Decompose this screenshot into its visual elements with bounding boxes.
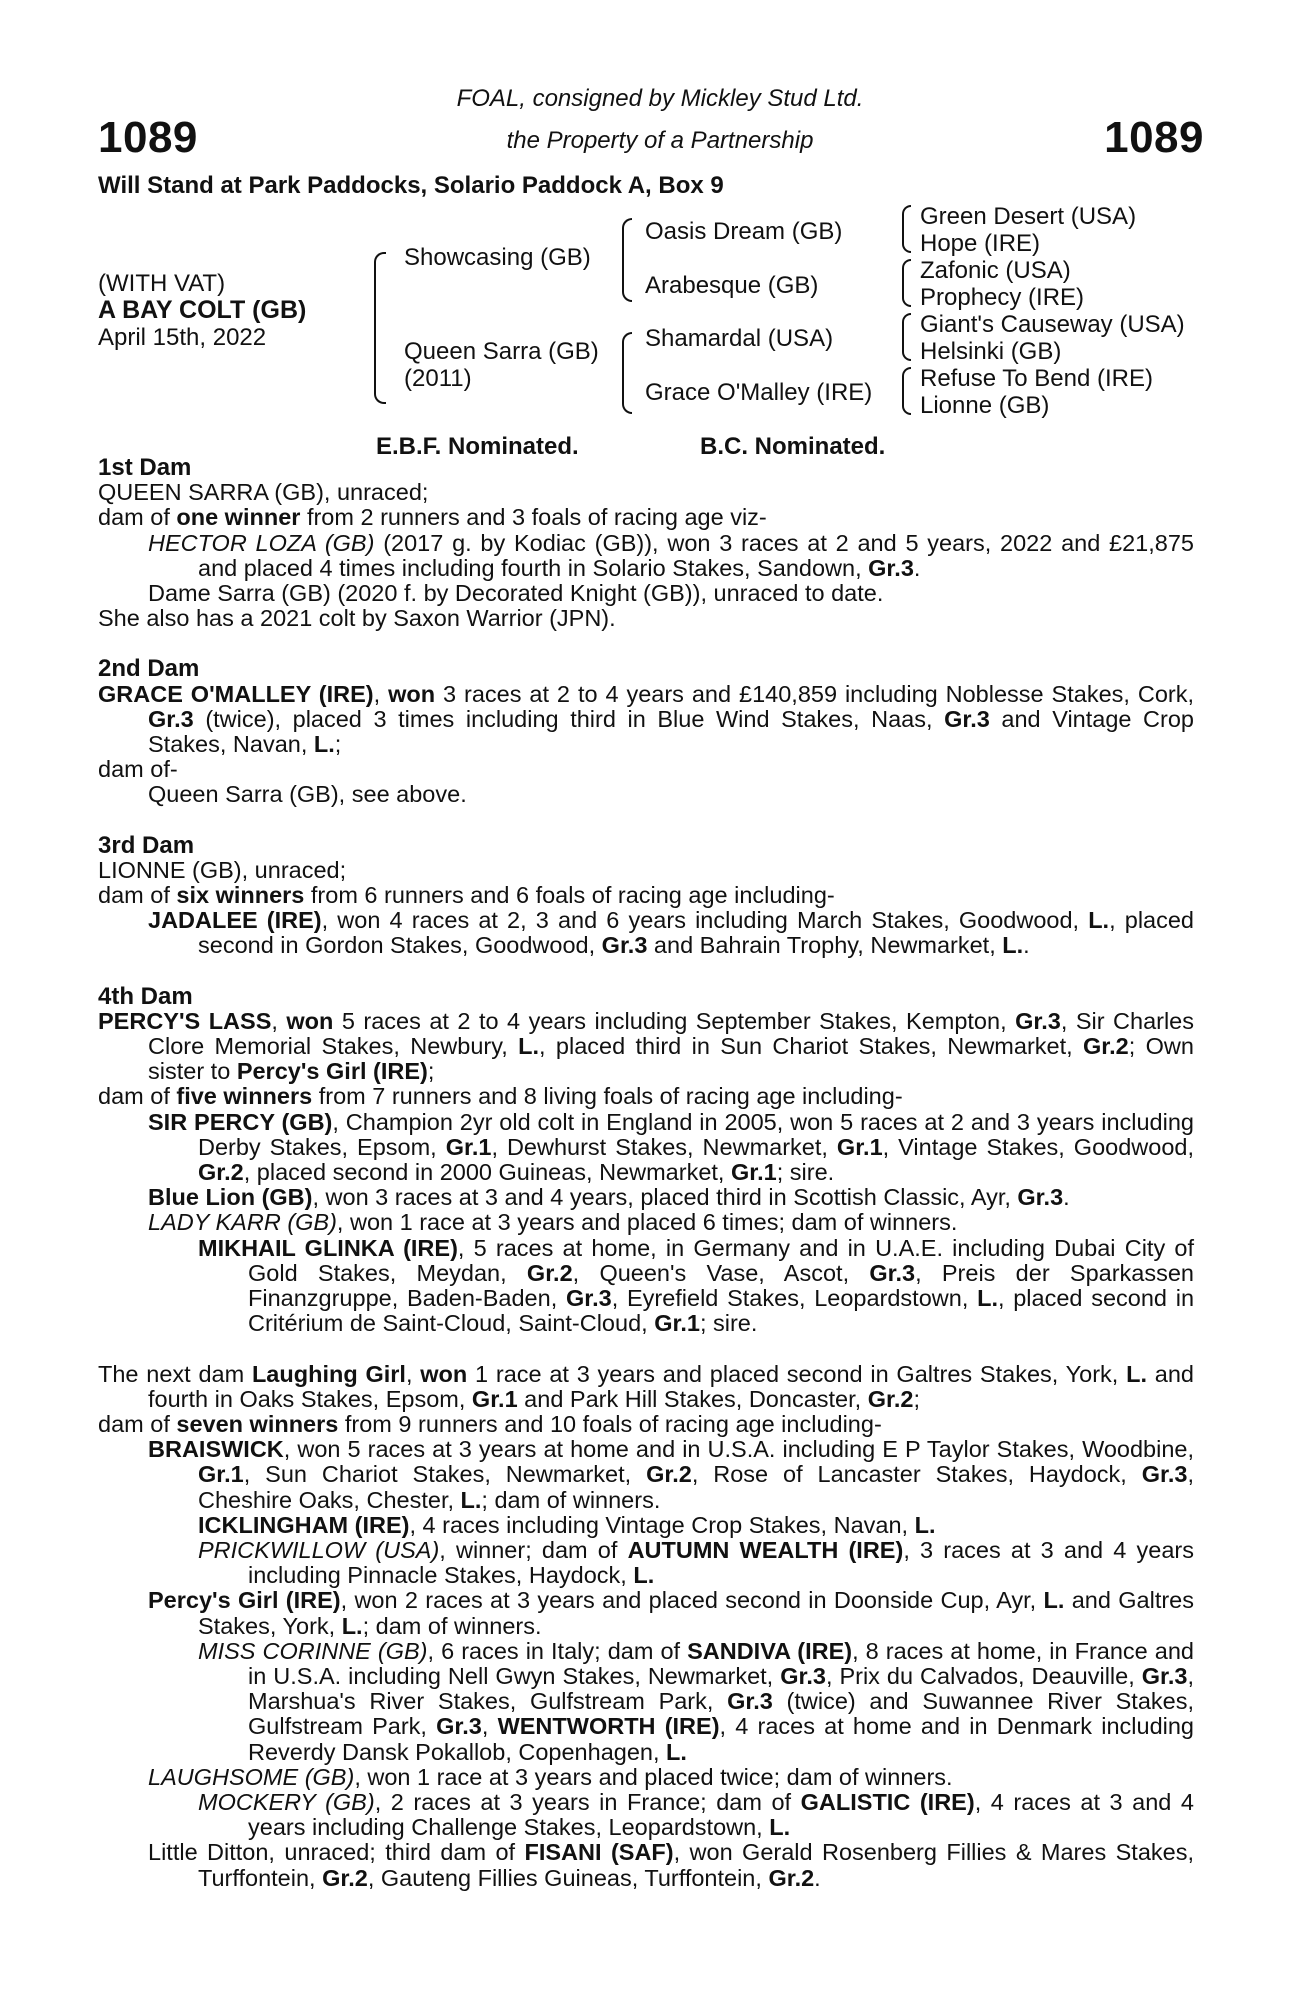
dam-dam: Grace O'Malley (IRE): [645, 379, 873, 406]
second-dam-heading: 2nd Dam: [98, 655, 200, 683]
dam-dam-dam: Lionne (GB): [920, 392, 1050, 419]
produce-lady-karr: LADY KARR (GB), won 1 race at 3 years and placed 6 times; dam of winners.: [148, 1209, 958, 1236]
produce-prickwillow: PRICKWILLOW (USA), winner; dam of AUTUMN WEALTH (IRE), 3 races at 3 and 4 years including Pinnacle Stakes, Haydock, L.: [198, 1536, 1194, 1589]
produce-laughsome: LAUGHSOME (GB), won 1 race at 3 years and placed twice; dam of winners.: [148, 1763, 953, 1790]
subject-dob: April 15th, 2022: [98, 324, 267, 351]
sire-dam-dam: Prophecy (IRE): [920, 284, 1085, 311]
next-dam-record: The next dam Laughing Girl, won 1 race at 3 years and placed second in Galtres Stakes, York, L. and fourth in Oaks Stakes, Epsom, Gr.1 and Park Hill Stakes, Doncaster, Gr.2;: [98, 1360, 1194, 1412]
produce-blue-lion: Blue Lion (GB), won 3 races at 3 and 4 years, placed third in Scottish Classic, Ayr, Gr.3.: [148, 1184, 1070, 1211]
bc-nomination: B.C. Nominated.: [700, 433, 886, 460]
produce-braiswick: BRAISWICK, won 5 races at 3 years at home and in U.S.A. including E P Taylor Stakes, Woodbine, Gr.1, Sun Chariot Stakes, Newmarket, Gr.2, Rose of Lancaster Stakes, Haydock, Gr.3, Cheshire Oaks, Chester, L.; dam of winners.: [148, 1436, 1194, 1513]
sire: Showcasing (GB): [404, 244, 591, 271]
sire-sire: Oasis Dream (GB): [645, 218, 843, 245]
brace-ss: [902, 205, 911, 253]
brace-ds: [902, 313, 911, 361]
dam-sire-dam: Helsinki (GB): [920, 338, 1062, 365]
sire-sire-dam: Hope (IRE): [920, 230, 1041, 257]
produce-sir-percy: SIR PERCY (GB), Champion 2yr old colt in England in 2005, won 5 races at 2 and 3 years including Derby Stakes, Epsom, Gr.1, Dewhurst Stakes, Newmarket, Gr.1, Vintage Stakes, Goodwood, Gr.2, placed second in 2000 Guineas, Newmarket, Gr.1; sire.: [148, 1108, 1194, 1186]
ebf-nomination: E.B.F. Nominated.: [376, 433, 579, 460]
dam-dam-sire: Refuse To Bend (IRE): [920, 365, 1154, 392]
sire-sire-sire: Green Desert (USA): [920, 203, 1137, 230]
sire-dam: Arabesque (GB): [645, 272, 819, 299]
brace-sd: [902, 259, 911, 307]
dam-year: (2011): [404, 365, 472, 392]
consignor-line: FOAL, consigned by Mickley Stud Ltd.: [456, 85, 864, 112]
lot-number-left: 1089: [98, 113, 198, 162]
first-dam-line: QUEEN SARRA (GB), unraced;: [98, 479, 429, 506]
fourth-dam-record: PERCY'S LASS, won 5 races at 2 to 4 years including September Stakes, Kempton, Gr.3, Sir Charles Clore Memorial Stakes, Newbury, L., placed third in Sun Chariot Stakes, Newmarket, Gr.2; Own sister to Percy's Girl (IRE);: [98, 1007, 1195, 1085]
produce-mockery: MOCKERY (GB), 2 races at 3 years in France; dam of GALISTIC (IRE), 4 races at 3 and 4 years including Challenge Stakes, Leopardstown, L.: [198, 1788, 1194, 1841]
produce-percys-girl: Percy's Girl (IRE), won 2 races at 3 years and placed second in Doonside Cup, Ayr, L. and Galtres Stakes, York, L.; dam of winners.: [148, 1587, 1194, 1639]
subject-name: A BAY COLT (GB): [98, 296, 307, 324]
fourth-dam-produce-summary: dam of five winners from 7 runners and 8 living foals of racing age including-: [98, 1083, 903, 1110]
vat-note: (WITH VAT): [98, 270, 226, 297]
sire-brace: [622, 218, 632, 302]
brace-dd: [902, 367, 911, 415]
produce-icklingham: ICKLINGHAM (IRE), 4 races including Vintage Crop Stakes, Navan, L.: [198, 1511, 936, 1538]
produce-hector-loza: HECTOR LOZA (GB) (2017 g. by Kodiac (GB)), won 3 races at 2 and 5 years, 2022 and £21,875 and placed 4 times including fourth in Solario Stakes, Sandown, Gr.3.: [148, 529, 1194, 581]
produce-dame-sarra: Dame Sarra (GB) (2020 f. by Decorated Knight (GB)), unraced to date.: [148, 580, 884, 607]
property-line: the Property of a Partnership: [506, 127, 814, 154]
third-dam-heading: 3rd Dam: [98, 831, 195, 859]
main-brace: [374, 252, 386, 404]
third-dam-line: LIONNE (GB), unraced;: [98, 856, 347, 883]
second-dam-damof: dam of-: [98, 756, 178, 783]
produce-mikhail-glinka: MIKHAIL GLINKA (IRE), 5 races at home, in Germany and in U.A.E. including Dubai City of Gold Stakes, Meydan, Gr.2, Queen's Vase, Ascot, Gr.3, Preis der Sparkassen Finanzgruppe, Baden-Baden, Gr.3, Eyrefield Stakes, Leopardstown, L., placed second in Critérium de Saint-Cloud, Saint-Cloud, Gr.1; sire.: [198, 1234, 1195, 1337]
second-dam-record: GRACE O'MALLEY (IRE), won 3 races at 2 to 4 years and £140,859 including Noblesse Stakes, Cork, Gr.3 (twice), placed 3 times including third in Blue Wind Stakes, Naas, Gr.3 and Vintage Crop Stakes, Navan, L.;: [98, 680, 1194, 758]
produce-jadalee: JADALEE (IRE), won 4 races at 2, 3 and 6 years including March Stakes, Goodwood, L., placed second in Gordon Stakes, Goodwood, Gr.3 and Bahrain Trophy, Newmarket, L..: [148, 907, 1194, 959]
dam: Queen Sarra (GB): [404, 338, 599, 365]
stand-location: Will Stand at Park Paddocks, Solario Paddock A, Box 9: [98, 172, 724, 199]
first-dam-also: She also has a 2021 colt by Saxon Warrior (JPN).: [98, 605, 616, 632]
first-dam-heading: 1st Dam: [98, 454, 192, 481]
produce-miss-corinne: MISS CORINNE (GB), 6 races in Italy; dam of SANDIVA (IRE), 8 races at home, in France and in U.S.A. including Nell Gwyn Stakes, Newmarket, Gr.3, Prix du Calvados, Deauville, Gr.3, Marshua's River Stakes, Gulfstream Park, Gr.3 (twice) and Suwannee River Stakes, Gulfstream Park, Gr.3, WENTWORTH (IRE), 4 races at home and in Denmark including Reverdy Dansk Pokallob, Copenhagen, L.: [198, 1637, 1195, 1765]
fourth-dam-heading: 4th Dam: [98, 982, 193, 1010]
dam-sire-sire: Giant's Causeway (USA): [920, 311, 1185, 338]
lot-number-right: 1089: [1104, 113, 1204, 162]
next-dam-produce-summary: dam of seven winners from 9 runners and 10 foals of racing age including-: [98, 1410, 882, 1437]
first-dam-produce-summary: dam of one winner from 2 runners and 3 foals of racing age viz-: [98, 504, 767, 531]
produce-little-ditton: Little Ditton, unraced; third dam of FISANI (SAF), won Gerald Rosenberg Fillies & Mares Stakes, Turffontein, Gr.2, Gauteng Fillies Guineas, Turffontein, Gr.2.: [148, 1839, 1194, 1891]
dam-brace: [622, 332, 632, 414]
dam-sire: Shamardal (USA): [645, 325, 834, 352]
third-dam-produce-summary: dam of six winners from 6 runners and 6 foals of racing age including-: [98, 882, 835, 909]
catalogue-body: [98, 455, 1194, 1891]
sire-dam-sire: Zafonic (USA): [920, 257, 1071, 284]
second-dam-produce: Queen Sarra (GB), see above.: [148, 781, 467, 808]
